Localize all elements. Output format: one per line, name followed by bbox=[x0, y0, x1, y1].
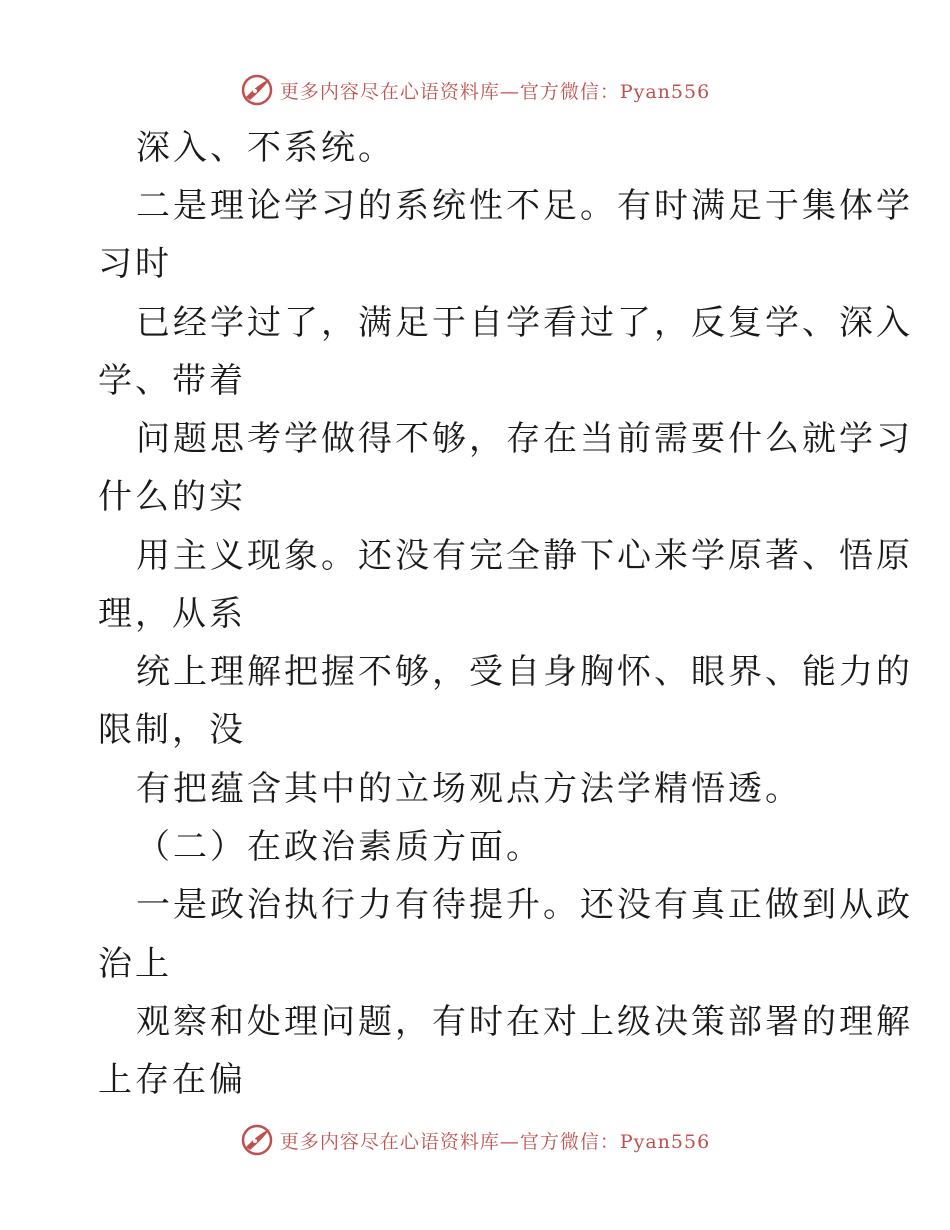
text-line: 理，从系 bbox=[98, 594, 246, 634]
text-line: 习时 bbox=[98, 244, 172, 284]
text-line: 观察和处理问题，有时在对上级决策部署的理解 bbox=[136, 1002, 913, 1042]
section-heading: （二）在政治素质方面。 bbox=[136, 827, 543, 867]
text-line: 上存在偏 bbox=[98, 1060, 246, 1100]
text-line: 二是理论学习的系统性不足。有时满足于集体学 bbox=[136, 186, 913, 226]
text-line: 用主义现象。还没有完全静下心来学原著、悟原 bbox=[136, 536, 913, 576]
text-line: 已经学过了，满足于自学看过了，反复学、深入 bbox=[136, 303, 913, 343]
pen-logo-icon bbox=[240, 73, 274, 107]
footer-watermark bbox=[0, 1120, 950, 1160]
text-line: 学、带着 bbox=[98, 361, 246, 401]
text-line: 统上理解把握不够，受自身胸怀、眼界、能力的 bbox=[136, 652, 913, 692]
watermark-text: 更多内容尽在心语资料库—官方微信：Pyan556 bbox=[279, 80, 711, 103]
text-line: 治上 bbox=[98, 944, 172, 984]
text-line: 一是政治执行力有待提升。还没有真正做到从政 bbox=[136, 885, 913, 925]
watermark-text: 更多内容尽在心语资料库—官方微信：Pyan556 bbox=[279, 1130, 711, 1153]
header-watermark bbox=[0, 70, 950, 110]
text-line: 深入、不系统。 bbox=[136, 128, 395, 168]
text-line: 有把蕴含其中的立场观点方法学精悟透。 bbox=[136, 769, 802, 809]
text-line: 问题思考学做得不够，存在当前需要什么就学习 bbox=[136, 419, 913, 459]
text-line: 限制，没 bbox=[98, 710, 246, 750]
pen-logo-icon bbox=[240, 1123, 274, 1157]
text-line: 什么的实 bbox=[98, 477, 246, 517]
